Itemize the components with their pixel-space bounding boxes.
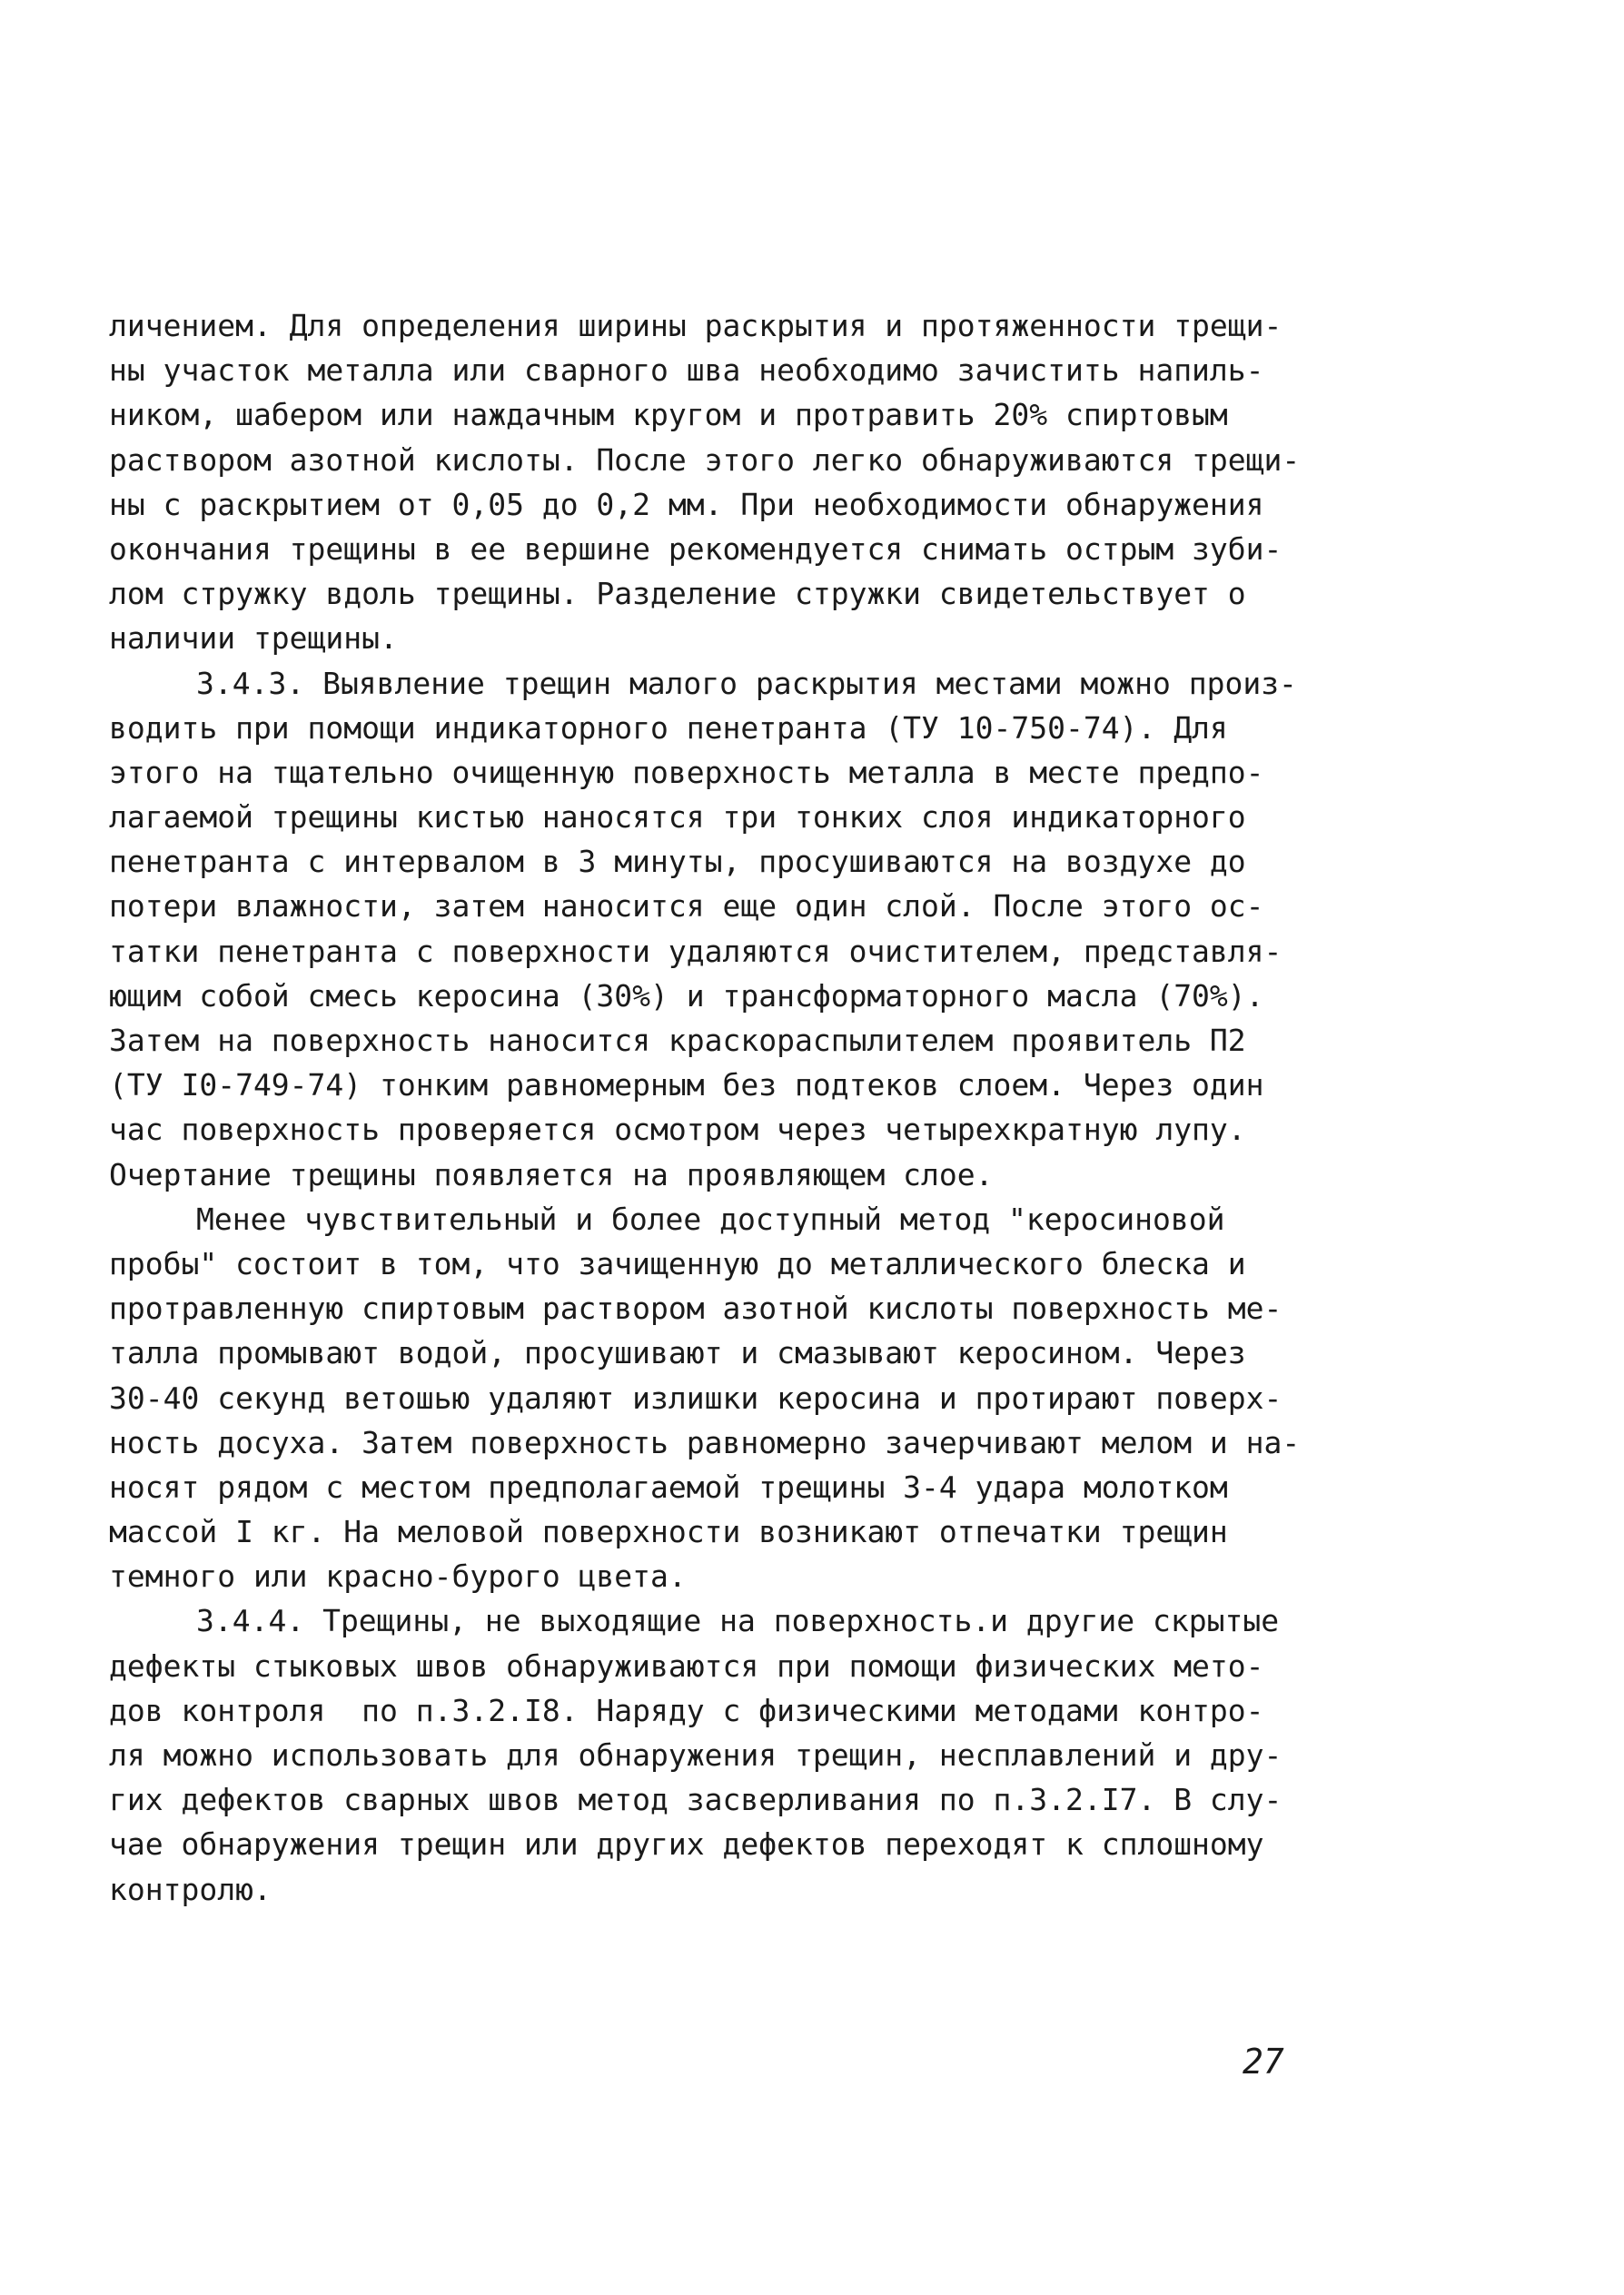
text-line: 3.4.3. Выявление трещин малого раскрытия местами можно произ- [196, 665, 1297, 701]
text-line: протравленную спиртовым раствором азотной кислоты поверхность ме- [109, 1291, 1282, 1327]
text-line: окончания трещины в ее вершине рекомендуется снимать острым зуби- [109, 530, 1282, 567]
text-line: ны участок металла или сварного шва необходимо зачистить напиль- [109, 352, 1264, 389]
text-line: водить при помощи индикаторного пенетранта (ТУ 10-750-74). Для [109, 709, 1228, 746]
text-line: дов контроля по п.3.2.I8. Наряду с физическими методами контро- [109, 1692, 1264, 1728]
text-line: Очертание трещины появляется на проявляющем слое. [109, 1156, 994, 1192]
text-line: массой I кг. На меловой поверхности возникают отпечатки трещин [109, 1514, 1228, 1550]
text-line: чае обнаружения трещин или других дефектов переходят к сплошному [109, 1826, 1264, 1863]
text-line: наличии трещины. [109, 620, 398, 657]
text-line: ны с раскрытием от 0,05 до 0,2 мм. При необходимости обнаружения [109, 486, 1264, 522]
text-line: час поверхность проверяется осмотром через четырехкратную лупу. [109, 1112, 1246, 1148]
text-line: ющим собой смесь керосина (30%) и трансформаторного масла (70%). [109, 977, 1264, 1014]
text-line: темного или красно-бурого цвета. [109, 1558, 687, 1595]
text-line: лагаемой трещины кистью наносятся три тонких слоя индикаторного [109, 799, 1246, 836]
text-line: пробы" состоит в том, что зачищенную до металлического блеска и [109, 1245, 1246, 1281]
text-line: ником, шабером или наждачным кругом и протравить 20% спиртовым [109, 397, 1228, 433]
text-line: личением. Для определения ширины раскрытия и протяженности трещи- [109, 308, 1282, 343]
text-line: гих дефектов сварных швов метод засверливания по п.3.2.I7. В слу- [109, 1782, 1282, 1818]
text-line: лом стружку вдоль трещины. Разделение стружки свидетельствует о [109, 576, 1246, 612]
text-line: Менее чувствительный и более доступный метод "керосиновой [196, 1201, 1225, 1237]
text-line: Затем на поверхность наносится краскораспылителем проявитель П2 [109, 1023, 1246, 1058]
text-line: дефекты стыковых швов обнаруживаются при помощи физических мето- [109, 1647, 1264, 1684]
text-line: пенетранта с интервалом в 3 минуты, просушиваются на воздухе до [109, 844, 1246, 880]
text-line: ля можно использовать для обнаружения трещин, несплавлений и дру- [109, 1737, 1282, 1773]
text-line: 3.4.4. Трещины, не выходящие на поверхность.и другие скрытые [196, 1603, 1280, 1639]
text-line: (ТУ I0-749-74) тонким равномерным без подтеков слоем. Через один [109, 1067, 1264, 1103]
text-line: носят рядом с местом предполагаемой трещины 3-4 удара молотком [109, 1469, 1228, 1505]
body-text [109, 303, 1381, 1912]
page-number: 27 [1243, 2042, 1284, 2082]
text-line: ность досуха. Затем поверхность равномерно зачерчивают мелом и на- [109, 1424, 1301, 1460]
text-line: этого на тщательно очищенную поверхность металла в месте предпо- [109, 754, 1264, 790]
text-line: татки пенетранта с поверхности удаляются очистителем, представля- [109, 933, 1282, 969]
text-line: потери влажности, затем наносится еще один слой. После этого ос- [109, 888, 1264, 925]
text-line: 30-40 секунд ветошью удаляют излишки керосина и протирают поверх- [109, 1380, 1282, 1416]
text-line: раствором азотной кислоты. После этого легко обнаруживаются трещи- [109, 441, 1301, 478]
text-line: контролю. [109, 1871, 272, 1907]
text-line: талла промывают водой, просушивают и смазывают керосином. Через [109, 1335, 1246, 1371]
